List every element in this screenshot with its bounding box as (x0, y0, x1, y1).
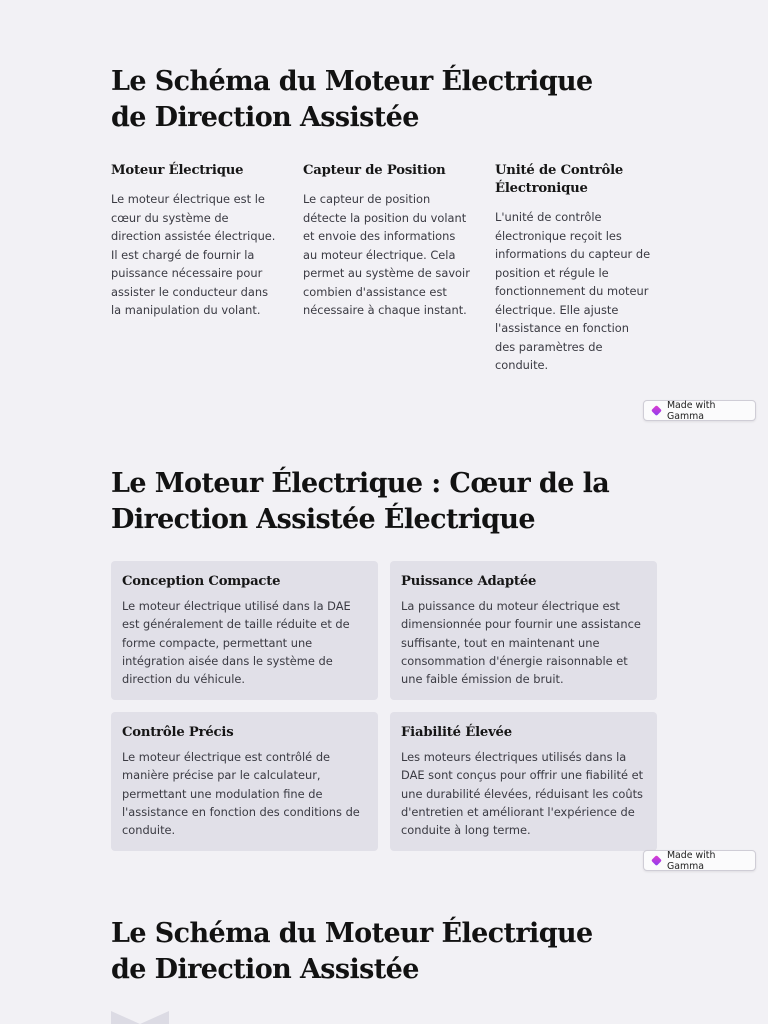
card-heading: Conception Compacte (122, 574, 281, 589)
column-heading: Unité de Contrôle Électronique (495, 163, 624, 196)
card-text: La puissance du moteur électrique est dimensionnée pour fournir une assistance suffisante, tout en maintenant une consommation d'énergie raisonnable et une faible émission de bruit. (401, 599, 641, 687)
chevron-decoration-icon (111, 1011, 169, 1024)
gamma-logo-icon (651, 405, 662, 416)
badge-label: Made with Gamma (666, 849, 716, 872)
column-text: Le capteur de position détecte la position du volant et envoie des informations au moteur électrique. Cela permet au système de savoir combien d'assistance est nécessaire à chaque instant. (303, 192, 470, 317)
column-text: Le moteur électrique est le cœur du système de direction assistée électrique. Il est chargé de fournir la puissance nécessaire pour assister le conducteur dans la manipulation du volant. (111, 192, 276, 317)
card-text: Le moteur électrique utilisé dans la DAE est généralement de taille réduite et de forme compacte, permettant une intégration aisée dans le système de direction du véhicule. (122, 599, 351, 687)
section-1-title: Le Schéma du Moteur Électrique de Direction Assistée (111, 66, 593, 133)
card-controle-precis (111, 712, 378, 851)
column-moteur (111, 162, 281, 320)
card-heading: Fiabilité Élevée (401, 725, 512, 740)
gamma-logo-icon (651, 855, 662, 866)
column-unite (495, 162, 651, 375)
column-heading: Capteur de Position (303, 163, 446, 178)
column-capteur (303, 162, 473, 320)
section-2-title: Le Moteur Électrique : Cœur de la Direction Assistée Électrique (111, 468, 610, 535)
card-puissance-adaptee (390, 561, 657, 700)
section-1-columns (111, 162, 671, 372)
card-text: Le moteur électrique est contrôlé de manière précise par le calculateur, permettant une modulation fine de l'assistance en fonction des conditions de conduite. (122, 750, 360, 838)
section-2 (111, 466, 631, 538)
card-fiabilite-elevee (390, 712, 657, 851)
made-with-gamma-button[interactable] (643, 850, 756, 871)
badge-label: Made with Gamma (666, 399, 716, 422)
card-conception-compacte (111, 561, 378, 700)
card-heading: Puissance Adaptée (401, 574, 537, 589)
made-with-gamma-button[interactable] (643, 400, 756, 421)
card-text: Les moteurs électriques utilisés dans la DAE sont conçus pour offrir une fiabilité et une durabilité élevées, réduisant les coûts d'entretien et améliorant l'expérience de conduite à long terme. (401, 750, 644, 838)
section-3-title: Le Schéma du Moteur Électrique de Direction Assistée (111, 918, 593, 985)
column-heading: Moteur Électrique (111, 163, 244, 178)
section-3 (111, 916, 631, 988)
card-heading: Contrôle Précis (122, 725, 234, 740)
column-text: L'unité de contrôle électronique reçoit les informations du capteur de position et régule le fonctionnement du moteur électrique. Elle ajuste l'assistance en fonction des paramètres de conduite. (495, 210, 651, 372)
section-1 (111, 64, 631, 136)
